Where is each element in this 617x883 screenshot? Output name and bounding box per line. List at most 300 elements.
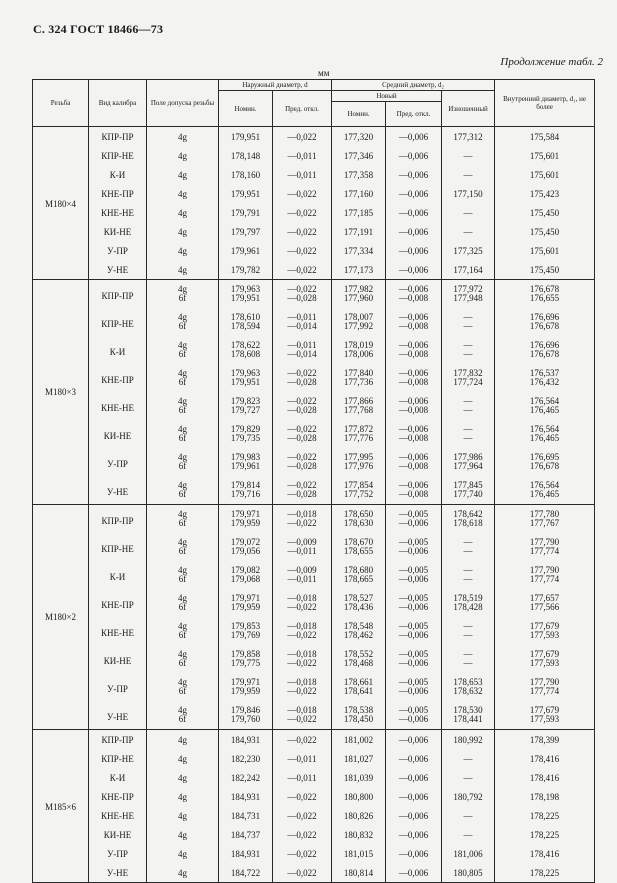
pitch-deviation-cell: —0,008 — [386, 322, 442, 336]
pitch-worn-cell: 180,992 — [442, 730, 495, 750]
outer-nominal-cell: 184,737 — [219, 825, 273, 844]
outer-nominal-cell: 179,068 — [219, 575, 273, 589]
table-row — [33, 260, 595, 280]
pitch-worn-cell: 178,642 — [442, 505, 495, 520]
outer-nominal-cell: 179,951 — [219, 378, 273, 392]
pitch-nominal-cell: 180,814 — [332, 863, 386, 883]
tolerance-cell: 4g — [147, 825, 219, 844]
tolerance-cell: 6f — [147, 631, 219, 645]
thread-group — [33, 730, 595, 883]
pitch-nominal-cell: 177,854 — [332, 476, 386, 490]
pitch-nominal-cell: 177,995 — [332, 448, 386, 462]
pitch-worn-cell: 177,845 — [442, 476, 495, 490]
tolerance-cell: 4g — [147, 863, 219, 883]
pitch-nominal-cell: 178,462 — [332, 631, 386, 645]
table-row — [33, 505, 595, 520]
outer-deviation-cell: —0,009 — [273, 561, 332, 575]
outer-nominal-cell: 179,727 — [219, 406, 273, 420]
outer-deviation-cell: —0,022 — [273, 687, 332, 701]
inner-diameter-cell: 176,678 — [495, 280, 595, 295]
outer-deviation-cell: —0,011 — [273, 768, 332, 787]
pitch-nominal-cell: 181,015 — [332, 844, 386, 863]
pitch-deviation-cell: —0,006 — [386, 165, 442, 184]
inner-diameter-cell: 177,790 — [495, 533, 595, 547]
pitch-deviation-cell: —0,005 — [386, 617, 442, 631]
outer-nominal-cell: 179,823 — [219, 392, 273, 406]
pitch-worn-cell: — — [442, 222, 495, 241]
inner-diameter-cell: 176,564 — [495, 476, 595, 490]
pitch-deviation-cell: —0,006 — [386, 806, 442, 825]
tolerance-cell: 4g — [147, 476, 219, 490]
pitch-worn-cell: 178,519 — [442, 589, 495, 603]
pitch-worn-cell: 180,805 — [442, 863, 495, 883]
pitch-nominal-cell: 177,992 — [332, 322, 386, 336]
pitch-deviation-cell: —0,006 — [386, 222, 442, 241]
pitch-deviation-cell: —0,006 — [386, 715, 442, 730]
tolerance-cell: 6f — [147, 687, 219, 701]
gauge-type-cell: К-И — [89, 561, 147, 589]
gauge-type-cell: У-НЕ — [89, 260, 147, 280]
pitch-worn-cell: — — [442, 406, 495, 420]
tolerance-cell: 4g — [147, 673, 219, 687]
inner-diameter-cell: 176,537 — [495, 364, 595, 378]
table-row — [33, 420, 595, 434]
tolerance-cell: 4g — [147, 561, 219, 575]
outer-nominal-cell: 178,160 — [219, 165, 273, 184]
tolerance-cell: 6f — [147, 322, 219, 336]
outer-deviation-cell: —0,028 — [273, 378, 332, 392]
inner-diameter-cell: 177,593 — [495, 659, 595, 673]
outer-deviation-cell: —0,018 — [273, 701, 332, 715]
outer-nominal-cell: 179,971 — [219, 589, 273, 603]
pitch-nominal-cell: 180,826 — [332, 806, 386, 825]
pitch-nominal-cell: 177,185 — [332, 203, 386, 222]
inner-diameter-cell: 177,774 — [495, 687, 595, 701]
pitch-nominal-cell: 177,976 — [332, 462, 386, 476]
outer-deviation-cell: —0,022 — [273, 127, 332, 147]
table-row — [33, 645, 595, 659]
pitch-worn-cell: 178,441 — [442, 715, 495, 730]
outer-nominal-cell: 179,846 — [219, 701, 273, 715]
tolerance-cell: 4g — [147, 645, 219, 659]
unit-label: мм — [318, 68, 330, 78]
pitch-worn-cell: — — [442, 659, 495, 673]
tolerance-cell: 4g — [147, 127, 219, 147]
pitch-nominal-cell: 180,832 — [332, 825, 386, 844]
outer-nominal-cell: 184,931 — [219, 787, 273, 806]
pitch-worn-cell: — — [442, 434, 495, 448]
pitch-nominal-cell: 177,776 — [332, 434, 386, 448]
outer-deviation-cell: —0,022 — [273, 476, 332, 490]
pitch-worn-cell: 178,530 — [442, 701, 495, 715]
pitch-worn-cell: — — [442, 768, 495, 787]
outer-deviation-cell: —0,022 — [273, 203, 332, 222]
inner-diameter-cell: 177,566 — [495, 603, 595, 617]
outer-deviation-cell: —0,022 — [273, 806, 332, 825]
inner-diameter-cell: 177,593 — [495, 631, 595, 645]
gauge-type-cell: КНЕ-ПР — [89, 589, 147, 617]
col-pitch-nominal: Номин. — [332, 102, 386, 127]
pitch-nominal-cell: 177,752 — [332, 490, 386, 505]
outer-deviation-cell: —0,009 — [273, 533, 332, 547]
outer-deviation-cell: —0,028 — [273, 294, 332, 308]
pitch-worn-cell: 177,150 — [442, 184, 495, 203]
inner-diameter-cell: 177,790 — [495, 561, 595, 575]
table-row — [33, 787, 595, 806]
table-row — [33, 589, 595, 603]
inner-diameter-cell: 175,450 — [495, 203, 595, 222]
table-row — [33, 749, 595, 768]
pitch-worn-cell: — — [442, 617, 495, 631]
inner-diameter-cell: 176,465 — [495, 490, 595, 505]
table-row — [33, 241, 595, 260]
thread-size-cell: М180×3 — [33, 280, 89, 505]
pitch-nominal-cell: 181,002 — [332, 730, 386, 750]
pitch-nominal-cell: 177,840 — [332, 364, 386, 378]
outer-deviation-cell: —0,028 — [273, 490, 332, 505]
inner-diameter-cell: 178,416 — [495, 844, 595, 863]
pitch-deviation-cell: —0,006 — [386, 787, 442, 806]
tolerance-cell: 4g — [147, 768, 219, 787]
pitch-deviation-cell: —0,008 — [386, 490, 442, 505]
outer-nominal-cell: 184,931 — [219, 730, 273, 750]
outer-deviation-cell: —0,022 — [273, 787, 332, 806]
pitch-nominal-cell: 178,007 — [332, 308, 386, 322]
tolerance-cell: 4g — [147, 165, 219, 184]
pitch-nominal-cell: 177,866 — [332, 392, 386, 406]
pitch-deviation-cell: —0,006 — [386, 730, 442, 750]
pitch-deviation-cell: —0,005 — [386, 505, 442, 520]
outer-deviation-cell: —0,014 — [273, 322, 332, 336]
thread-gauge-table — [32, 79, 595, 883]
pitch-worn-cell: 177,312 — [442, 127, 495, 147]
tolerance-cell: 6f — [147, 294, 219, 308]
pitch-deviation-cell: —0,006 — [386, 280, 442, 295]
pitch-worn-cell: — — [442, 165, 495, 184]
page-header: С. 324 ГОСТ 18466—73 — [33, 22, 164, 36]
pitch-nominal-cell: 178,670 — [332, 533, 386, 547]
gauge-type-cell: У-ПР — [89, 673, 147, 701]
gauge-type-cell: КПР-НЕ — [89, 146, 147, 165]
gauge-type-cell: У-ПР — [89, 241, 147, 260]
pitch-deviation-cell: —0,006 — [386, 241, 442, 260]
outer-deviation-cell: —0,014 — [273, 350, 332, 364]
outer-deviation-cell: —0,018 — [273, 505, 332, 520]
pitch-nominal-cell: 178,552 — [332, 645, 386, 659]
thread-size-cell: М180×4 — [33, 127, 89, 280]
pitch-worn-cell: 177,832 — [442, 364, 495, 378]
inner-diameter-cell: 175,601 — [495, 165, 595, 184]
inner-diameter-cell: 175,601 — [495, 146, 595, 165]
pitch-nominal-cell: 178,661 — [332, 673, 386, 687]
table-row — [33, 146, 595, 165]
gauge-type-cell: КИ-НЕ — [89, 825, 147, 844]
inner-diameter-cell: 178,416 — [495, 749, 595, 768]
thread-size-cell: М185×6 — [33, 730, 89, 883]
inner-diameter-cell: 176,432 — [495, 378, 595, 392]
outer-deviation-cell: —0,022 — [273, 392, 332, 406]
pitch-worn-cell: — — [442, 203, 495, 222]
col-tolerance: Поле допуска резьбы — [147, 80, 219, 127]
outer-deviation-cell: —0,022 — [273, 241, 332, 260]
outer-deviation-cell: —0,028 — [273, 434, 332, 448]
col-inner-diameter: Внутренний диаметр, d₁, не более — [495, 80, 595, 127]
outer-deviation-cell: —0,011 — [273, 575, 332, 589]
pitch-nominal-cell: 178,006 — [332, 350, 386, 364]
tolerance-cell: 4g — [147, 203, 219, 222]
outer-deviation-cell: —0,011 — [273, 336, 332, 350]
table-row — [33, 863, 595, 883]
inner-diameter-cell: 175,450 — [495, 222, 595, 241]
pitch-worn-cell: — — [442, 825, 495, 844]
outer-nominal-cell: 179,959 — [219, 687, 273, 701]
pitch-deviation-cell: —0,006 — [386, 825, 442, 844]
col-gauge-type: Вид калибра — [89, 80, 147, 127]
outer-deviation-cell: —0,018 — [273, 617, 332, 631]
gauge-type-cell: КНЕ-ПР — [89, 787, 147, 806]
outer-nominal-cell: 178,622 — [219, 336, 273, 350]
pitch-deviation-cell: —0,005 — [386, 645, 442, 659]
pitch-worn-cell: — — [442, 392, 495, 406]
pitch-deviation-cell: —0,008 — [386, 406, 442, 420]
gauge-type-cell: К-И — [89, 165, 147, 184]
pitch-nominal-cell: 178,468 — [332, 659, 386, 673]
pitch-deviation-cell: —0,006 — [386, 184, 442, 203]
thread-size-cell: М180×2 — [33, 505, 89, 730]
outer-deviation-cell: —0,011 — [273, 547, 332, 561]
inner-diameter-cell: 176,678 — [495, 350, 595, 364]
gauge-type-cell: КНЕ-ПР — [89, 184, 147, 203]
table-row — [33, 392, 595, 406]
tolerance-cell: 4g — [147, 392, 219, 406]
pitch-worn-cell: — — [442, 749, 495, 768]
tolerance-cell: 4g — [147, 448, 219, 462]
pitch-nominal-cell: 178,641 — [332, 687, 386, 701]
pitch-nominal-cell: 177,768 — [332, 406, 386, 420]
outer-nominal-cell: 179,963 — [219, 364, 273, 378]
table-row — [33, 184, 595, 203]
pitch-deviation-cell: —0,006 — [386, 687, 442, 701]
thread-group — [33, 505, 595, 730]
inner-diameter-cell: 176,696 — [495, 308, 595, 322]
inner-diameter-cell: 176,564 — [495, 420, 595, 434]
inner-diameter-cell: 175,450 — [495, 260, 595, 280]
gauge-type-cell: КНЕ-НЕ — [89, 203, 147, 222]
inner-diameter-cell: 176,695 — [495, 448, 595, 462]
tolerance-cell: 4g — [147, 701, 219, 715]
pitch-worn-cell: — — [442, 575, 495, 589]
inner-diameter-cell: 176,678 — [495, 322, 595, 336]
outer-nominal-cell: 179,760 — [219, 715, 273, 730]
table-row — [33, 165, 595, 184]
tolerance-cell: 4g — [147, 533, 219, 547]
outer-deviation-cell: —0,018 — [273, 645, 332, 659]
pitch-deviation-cell: —0,005 — [386, 701, 442, 715]
pitch-nominal-cell: 177,736 — [332, 378, 386, 392]
outer-nominal-cell: 179,775 — [219, 659, 273, 673]
gauge-type-cell: У-ПР — [89, 448, 147, 476]
tolerance-cell: 4g — [147, 336, 219, 350]
tolerance-cell: 4g — [147, 308, 219, 322]
inner-diameter-cell: 177,780 — [495, 505, 595, 520]
outer-nominal-cell: 184,731 — [219, 806, 273, 825]
gauge-type-cell: К-И — [89, 768, 147, 787]
outer-deviation-cell: —0,028 — [273, 462, 332, 476]
pitch-worn-cell: — — [442, 322, 495, 336]
outer-nominal-cell: 179,814 — [219, 476, 273, 490]
outer-deviation-cell: —0,022 — [273, 280, 332, 295]
outer-nominal-cell: 179,983 — [219, 448, 273, 462]
inner-diameter-cell: 177,774 — [495, 575, 595, 589]
pitch-deviation-cell: —0,006 — [386, 547, 442, 561]
col-pitch-worn: Изношенный — [442, 91, 495, 127]
pitch-nominal-cell: 178,450 — [332, 715, 386, 730]
pitch-worn-cell: 177,724 — [442, 378, 495, 392]
pitch-nominal-cell: 177,320 — [332, 127, 386, 147]
gauge-type-cell: КНЕ-ПР — [89, 364, 147, 392]
outer-nominal-cell: 178,594 — [219, 322, 273, 336]
tolerance-cell: 4g — [147, 787, 219, 806]
outer-deviation-cell: —0,022 — [273, 844, 332, 863]
col-outer-deviation: Пред. откл. — [273, 91, 332, 127]
tolerance-cell: 4g — [147, 806, 219, 825]
table-row — [33, 127, 595, 147]
pitch-deviation-cell: —0,008 — [386, 434, 442, 448]
outer-nominal-cell: 179,963 — [219, 280, 273, 295]
inner-diameter-cell: 175,601 — [495, 241, 595, 260]
outer-nominal-cell: 179,829 — [219, 420, 273, 434]
pitch-deviation-cell: —0,006 — [386, 336, 442, 350]
tolerance-cell: 4g — [147, 260, 219, 280]
tolerance-cell: 4g — [147, 280, 219, 295]
gauge-type-cell: КПР-ПР — [89, 505, 147, 534]
col-pitch-diameter: Средний диаметр, d₂ — [332, 80, 495, 91]
outer-nominal-cell: 179,072 — [219, 533, 273, 547]
pitch-nominal-cell: 178,548 — [332, 617, 386, 631]
table-row — [33, 280, 595, 295]
tolerance-cell: 6f — [147, 575, 219, 589]
outer-nominal-cell: 179,959 — [219, 603, 273, 617]
inner-diameter-cell: 178,416 — [495, 768, 595, 787]
pitch-deviation-cell: —0,006 — [386, 448, 442, 462]
tolerance-cell: 6f — [147, 659, 219, 673]
outer-deviation-cell: —0,011 — [273, 749, 332, 768]
outer-nominal-cell: 179,971 — [219, 505, 273, 520]
tolerance-cell: 6f — [147, 490, 219, 505]
outer-deviation-cell: —0,022 — [273, 730, 332, 750]
outer-nominal-cell: 179,959 — [219, 519, 273, 533]
outer-deviation-cell: —0,011 — [273, 308, 332, 322]
pitch-nominal-cell: 177,173 — [332, 260, 386, 280]
pitch-nominal-cell: 178,665 — [332, 575, 386, 589]
inner-diameter-cell: 177,679 — [495, 645, 595, 659]
pitch-worn-cell: — — [442, 645, 495, 659]
pitch-nominal-cell: 178,655 — [332, 547, 386, 561]
inner-diameter-cell: 177,790 — [495, 673, 595, 687]
inner-diameter-cell: 177,767 — [495, 519, 595, 533]
outer-nominal-cell: 179,056 — [219, 547, 273, 561]
pitch-nominal-cell: 178,436 — [332, 603, 386, 617]
outer-nominal-cell: 179,961 — [219, 241, 273, 260]
tolerance-cell: 4g — [147, 730, 219, 750]
pitch-nominal-cell: 177,872 — [332, 420, 386, 434]
outer-nominal-cell: 179,853 — [219, 617, 273, 631]
inner-diameter-cell: 177,657 — [495, 589, 595, 603]
pitch-nominal-cell: 177,982 — [332, 280, 386, 295]
pitch-worn-cell: — — [442, 420, 495, 434]
outer-nominal-cell: 179,951 — [219, 294, 273, 308]
pitch-nominal-cell: 178,019 — [332, 336, 386, 350]
pitch-deviation-cell: —0,006 — [386, 659, 442, 673]
tolerance-cell: 4g — [147, 589, 219, 603]
table-continuation-label: Продолжение табл. 2 — [500, 56, 603, 68]
col-outer-nominal: Номин. — [219, 91, 273, 127]
outer-nominal-cell: 182,230 — [219, 749, 273, 768]
inner-diameter-cell: 175,423 — [495, 184, 595, 203]
pitch-nominal-cell: 177,160 — [332, 184, 386, 203]
pitch-nominal-cell: 178,650 — [332, 505, 386, 520]
table-row — [33, 844, 595, 863]
pitch-nominal-cell: 178,538 — [332, 701, 386, 715]
gauge-type-cell: КНЕ-НЕ — [89, 617, 147, 645]
tolerance-cell: 4g — [147, 184, 219, 203]
tolerance-cell: 4g — [147, 749, 219, 768]
pitch-worn-cell: 177,964 — [442, 462, 495, 476]
inner-diameter-cell: 175,584 — [495, 127, 595, 147]
col-outer-diameter: Наружный диаметр, d — [219, 80, 332, 91]
table-row — [33, 561, 595, 575]
gauge-type-cell: КПР-НЕ — [89, 308, 147, 336]
pitch-worn-cell: — — [442, 561, 495, 575]
outer-nominal-cell: 179,735 — [219, 434, 273, 448]
table-row — [33, 730, 595, 750]
gauge-type-cell: КПР-ПР — [89, 127, 147, 147]
pitch-nominal-cell: 177,960 — [332, 294, 386, 308]
pitch-deviation-cell: —0,006 — [386, 603, 442, 617]
outer-nominal-cell: 178,610 — [219, 308, 273, 322]
pitch-deviation-cell: —0,006 — [386, 127, 442, 147]
table-row — [33, 476, 595, 490]
pitch-worn-cell: 177,740 — [442, 490, 495, 505]
pitch-worn-cell: 177,325 — [442, 241, 495, 260]
pitch-nominal-cell: 181,027 — [332, 749, 386, 768]
pitch-deviation-cell: —0,006 — [386, 308, 442, 322]
tolerance-cell: 6f — [147, 462, 219, 476]
inner-diameter-cell: 176,465 — [495, 406, 595, 420]
pitch-deviation-cell: —0,006 — [386, 203, 442, 222]
outer-deviation-cell: —0,022 — [273, 631, 332, 645]
outer-deviation-cell: —0,018 — [273, 673, 332, 687]
outer-nominal-cell: 179,782 — [219, 260, 273, 280]
outer-deviation-cell: —0,022 — [273, 519, 332, 533]
pitch-deviation-cell: —0,006 — [386, 575, 442, 589]
gauge-type-cell: КПР-ПР — [89, 730, 147, 750]
tolerance-cell: 4g — [147, 222, 219, 241]
table-row — [33, 825, 595, 844]
pitch-worn-cell: — — [442, 806, 495, 825]
pitch-deviation-cell: —0,006 — [386, 631, 442, 645]
inner-diameter-cell: 178,225 — [495, 825, 595, 844]
inner-diameter-cell: 177,774 — [495, 547, 595, 561]
table-row — [33, 203, 595, 222]
gauge-type-cell: КИ-НЕ — [89, 420, 147, 448]
tolerance-cell: 6f — [147, 603, 219, 617]
col-pitch-deviation: Пред. откл. — [386, 102, 442, 127]
tolerance-cell: 4g — [147, 420, 219, 434]
outer-deviation-cell: —0,022 — [273, 659, 332, 673]
pitch-worn-cell: 178,618 — [442, 519, 495, 533]
pitch-deviation-cell: —0,006 — [386, 768, 442, 787]
